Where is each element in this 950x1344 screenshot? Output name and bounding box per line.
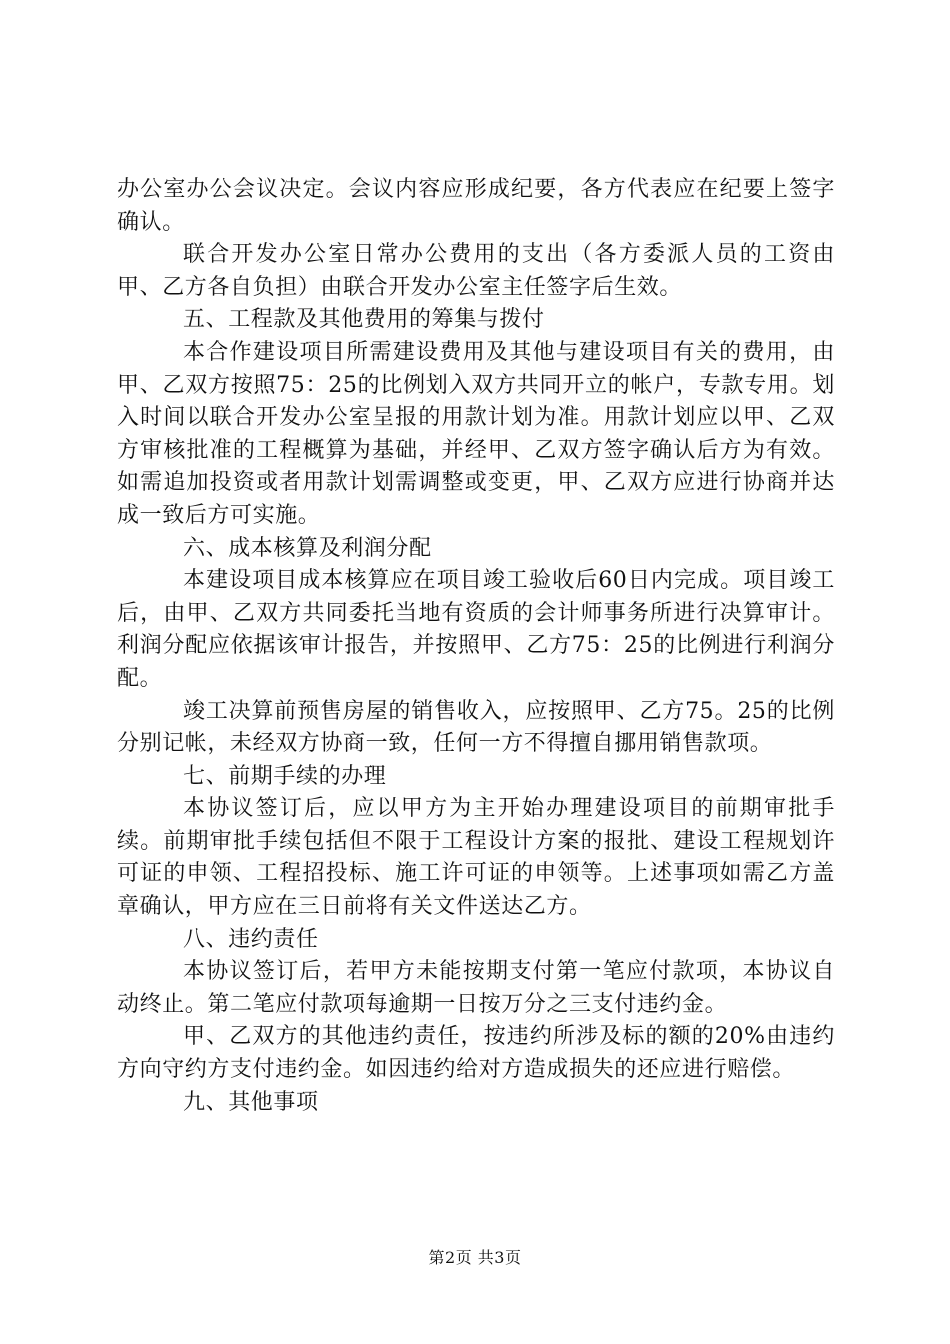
section-heading-9: 九、其他事项 xyxy=(183,1089,319,1115)
paragraph-cost-accounting: 本建设项目成本核算应在项目竣工验收后60日内完成。项目竣工后，由甲、乙双方共同委托当地有资质的会计师事务所进行决算审计。利润分配应依据该审计报告，并按照甲、乙方75：25的比例进行利润分配。 xyxy=(117,568,835,691)
paragraph-breach-other: 甲、乙双方的其他违约责任，按违约所涉及标的额的20%由违约方向守约方支付违约金。如因违约给对方造成损失的还应进行赔偿。 xyxy=(117,1024,835,1083)
section-heading-8: 八、违约责任 xyxy=(183,926,319,952)
paragraph-office-expenses: 联合开发办公室日常办公费用的支出（各方委派人员的工资由甲、乙方各自负担）由联合开发办公室主任签字后生效。 xyxy=(117,242,835,300)
section-heading-6: 六、成本核算及利润分配 xyxy=(183,535,432,561)
paragraph-preliminary-procedures: 本协议签订后，应以甲方为主开始办理建设项目的前期审批手续。前期审批手续包括但不限于工程设计方案的报批、建设工程规划许可证的申领、工程招投标、施工许可证的申领等。上述事项如需乙方盖章确认，甲方应在三日前将有关文件送达乙方。 xyxy=(117,796,835,920)
paragraph-funding: 本合作建设项目所需建设费用及其他与建设项目有关的费用，由甲、乙双方按照75：25的比例划入双方共同开立的帐户，专款专用。划入时间以联合开发办公室呈报的用款计划为准。用款计划应以甲、乙双方审核批准的工程概算为基础，并经甲、乙双方签字确认后方为有效。如需追加投资或者用款计划需调整或变更，甲、乙双方应进行协商并达成一致后方可实施。 xyxy=(117,339,835,528)
document-body xyxy=(117,174,835,1119)
paragraph-meeting-minutes: 办公室办公会议决定。会议内容应形成纪要，各方代表应在纪要上签字确认。 xyxy=(117,177,835,235)
paragraph-presale-income: 竣工决算前预售房屋的销售收入，应按照甲、乙方75。25的比例分别记帐，未经双方协商一致，任何一方不得擅自挪用销售款项。 xyxy=(117,698,835,757)
section-heading-7: 七、前期手续的办理 xyxy=(183,763,387,789)
section-heading-5: 五、工程款及其他费用的筹集与拨付 xyxy=(183,307,545,333)
page-number-footer: 第2页 共3页 xyxy=(428,1248,522,1267)
paragraph-breach-party-a: 本协议签订后，若甲方未能按期支付第一笔应付款项，本协议自动终止。第二笔应付款项每逾期一日按万分之三支付违约金。 xyxy=(117,959,835,1017)
